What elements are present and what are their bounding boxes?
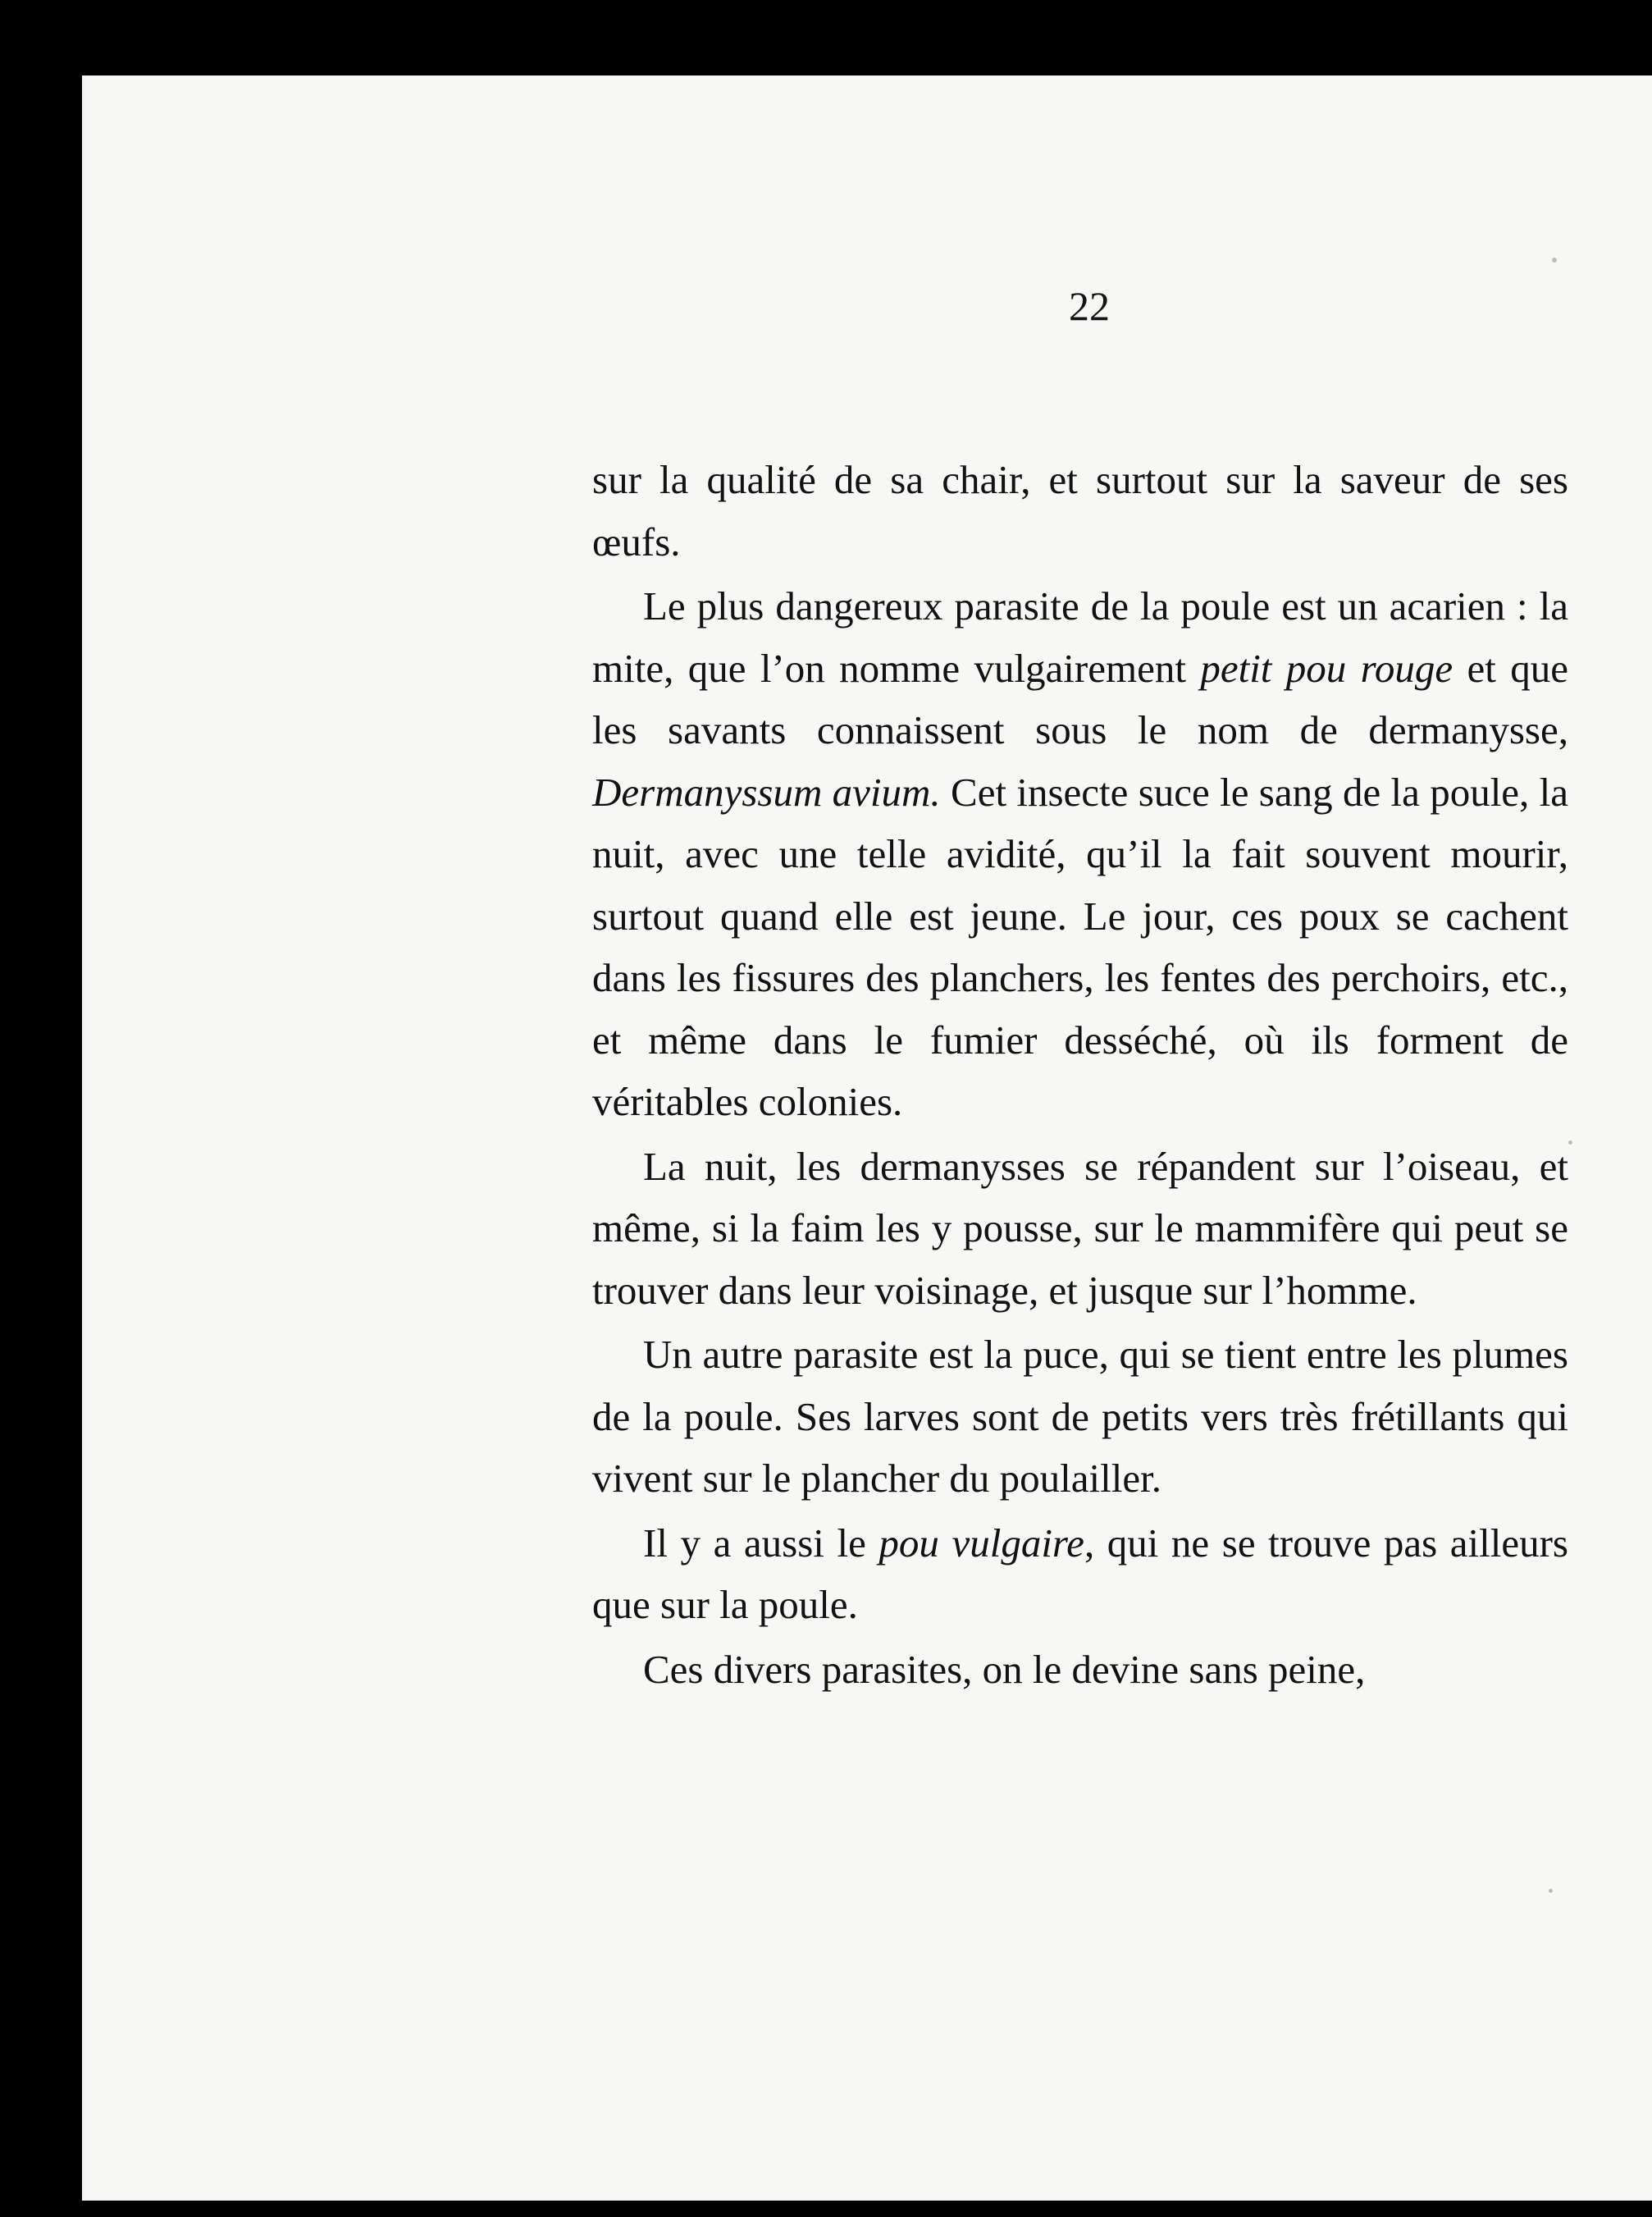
paragraph: [592, 1136, 1568, 1322]
text-run: Cet insecte suce le sang de la poule, la nuit, avec une telle avidité, qu’il la fait souvent mourir, surtout quand elle est jeune. Le jour, ces poux se cachent dans les fissures des planchers, les fentes des perchoirs, etc., et même dans le fumier desséché, où ils forment de véritables colonies.: [592, 769, 1568, 1124]
paragraph: [592, 1323, 1568, 1510]
text-run: Le plus dangereux parasite de la poule est un acarien : la mite, que l’on nomme vulgairement: [592, 583, 1568, 691]
paragraph: [592, 449, 1568, 573]
paragraph: [592, 575, 1568, 1133]
paper-speck: [1549, 1889, 1553, 1893]
paragraph: [592, 1639, 1568, 1701]
text-run: , qui ne se trouve pas ailleurs que sur la poule.: [592, 1520, 1568, 1627]
body-text: [592, 449, 1568, 1700]
paragraph: [592, 1512, 1568, 1636]
text-run: et que les savants connaissent sous le nom de dermanysse,: [592, 645, 1568, 752]
italic-phrase: Dermanyssum avium.: [592, 769, 941, 815]
text-run: Ces divers parasites, on le devine sans peine,: [643, 1646, 1366, 1692]
scanned-page: [82, 75, 1652, 2201]
italic-phrase: pou vulgaire: [878, 1520, 1084, 1566]
text-run: Un autre parasite est la puce, qui se tient entre les plumes de la poule. Ses larves sont de petits vers très frétillants qui vivent sur le plancher du poulailler.: [592, 1332, 1568, 1501]
text-run: sur la qualité de sa chair, et surtout sur la saveur de ses œufs.: [592, 457, 1568, 565]
italic-phrase: petit pou rouge: [1200, 645, 1453, 691]
text-run: Il y a aussi le: [643, 1520, 879, 1566]
page-number: 22: [1069, 283, 1110, 329]
paper-speck: [1568, 1140, 1572, 1145]
paper-speck: [1552, 258, 1557, 263]
text-run: La nuit, les dermanysses se répandent sur l’oiseau, et même, si la faim les y pousse, sur le mammifère qui peut se trouver dans leur voisinage, et jusque sur l’homme.: [592, 1143, 1568, 1313]
